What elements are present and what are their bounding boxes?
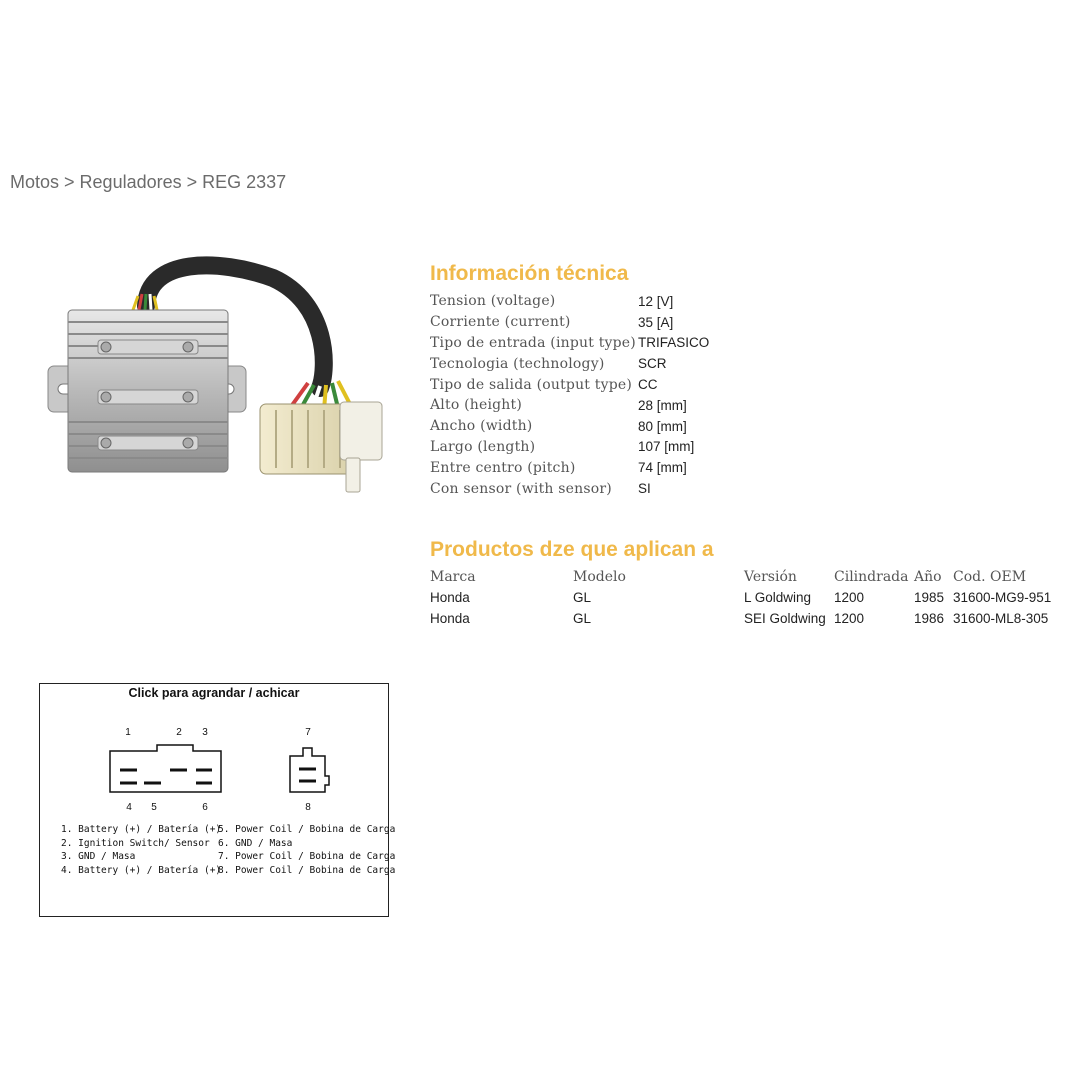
pin-label: 3 <box>202 727 208 738</box>
spec-row <box>430 374 709 395</box>
spec-value: CC <box>638 377 658 393</box>
legend-item: 1. Battery (+) / Batería (+) <box>61 824 222 835</box>
spec-value: 35 [A] <box>638 314 674 330</box>
spec-row <box>430 353 709 374</box>
breadcrumb <box>10 172 286 193</box>
pin-label: 8 <box>305 802 311 813</box>
cell-marca: Honda <box>430 611 470 626</box>
spec-label: Corriente (current) <box>430 314 571 331</box>
pin-label: 7 <box>305 727 311 738</box>
spec-row <box>430 333 709 354</box>
cell-cilindrada: 1200 <box>834 611 865 626</box>
spec-row <box>430 437 709 458</box>
spec-label: Tipo de entrada (input type) <box>430 334 636 351</box>
cell-modelo: GL <box>573 590 592 605</box>
breadcrumb-item-current: REG 2337 <box>202 172 287 192</box>
column-header-cilindrada: Cilindrada <box>834 569 909 585</box>
cell-oem: 31600-ML8-305 <box>953 611 1049 626</box>
legend-item: 4. Battery (+) / Batería (+) <box>61 864 222 876</box>
connector-pinout-svg <box>40 684 388 916</box>
pin-label: 5 <box>151 802 157 813</box>
diagram-zoom-caption[interactable]: Click para agrandar / achicar <box>128 686 300 700</box>
spec-value: 74 [mm] <box>638 460 687 476</box>
column-header-oem: Cod. OEM <box>953 569 1027 585</box>
spec-label: Tecnologia (technology) <box>430 355 605 372</box>
spec-row <box>430 416 709 437</box>
pinout-legend-right <box>218 823 395 877</box>
pin-label: 2 <box>176 727 182 738</box>
spec-label: Tipo de salida (output type) <box>430 376 633 393</box>
spec-label: Entre centro (pitch) <box>430 459 576 476</box>
wiring-diagram[interactable] <box>39 683 396 917</box>
column-header-marca: Marca <box>430 569 476 585</box>
cell-version: SEI Goldwing <box>744 611 826 626</box>
breadcrumb-item-motos[interactable]: Motos <box>10 172 60 192</box>
spec-label: Ancho (width) <box>430 418 533 435</box>
spec-value: 107 [mm] <box>638 439 695 455</box>
spec-label: Alto (height) <box>430 397 523 414</box>
pin-label: 6 <box>202 802 208 813</box>
table-row <box>430 608 1063 629</box>
cell-modelo: GL <box>573 611 592 626</box>
spec-value: SI <box>638 481 651 497</box>
spec-row <box>430 395 709 416</box>
applications-title: Productos dze que aplican a <box>430 538 714 561</box>
legend-item: 5. Power Coil / Bobina de Carga <box>218 824 396 835</box>
technical-info-table <box>430 291 709 499</box>
pin-label: 1 <box>125 727 131 738</box>
spec-value: 80 [mm] <box>638 418 687 434</box>
voltage-regulator-illustration <box>38 248 394 498</box>
legend-item: 2. Ignition Switch/ Sensor <box>61 837 210 849</box>
legend-item: 7. Power Coil / Bobina de Carga <box>218 851 396 863</box>
breadcrumb-separator: > <box>186 172 198 192</box>
pin-label: 4 <box>126 802 132 813</box>
product-image[interactable] <box>38 248 394 498</box>
cell-version: L Goldwing <box>744 590 812 605</box>
spec-label: Largo (length) <box>430 438 536 455</box>
spec-label: Con sensor (with sensor) <box>430 480 612 497</box>
table-row <box>430 587 1063 608</box>
breadcrumb-item-reguladores[interactable]: Reguladores <box>79 172 182 192</box>
cell-oem: 31600-MG9-951 <box>953 590 1052 605</box>
spec-row <box>430 291 709 312</box>
technical-info-title: Información técnica <box>430 262 629 285</box>
cell-ano: 1985 <box>914 590 945 605</box>
cell-cilindrada: 1200 <box>834 590 865 605</box>
cell-ano: 1986 <box>914 611 945 626</box>
applications-table <box>430 567 1063 629</box>
spec-value: 28 [mm] <box>638 397 687 413</box>
spec-row <box>430 457 709 478</box>
spec-value: TRIFASICO <box>638 335 710 351</box>
applications-header-row <box>430 567 1063 587</box>
spec-value: 12 [V] <box>638 293 674 309</box>
breadcrumb-separator: > <box>64 172 75 192</box>
legend-item: 6. GND / Masa <box>218 837 293 849</box>
column-header-modelo: Modelo <box>573 569 626 585</box>
spec-row <box>430 312 709 333</box>
pinout-legend-left <box>61 823 221 877</box>
column-header-ano: Año <box>914 569 942 585</box>
spec-row <box>430 478 709 499</box>
legend-item: 3. GND / Masa <box>61 851 136 863</box>
legend-item: 8. Power Coil / Bobina de Carga <box>218 864 396 876</box>
spec-label: Tension (voltage) <box>430 293 556 310</box>
cell-marca: Honda <box>430 590 470 605</box>
spec-value: SCR <box>638 356 667 372</box>
column-header-version: Versión <box>744 569 797 585</box>
